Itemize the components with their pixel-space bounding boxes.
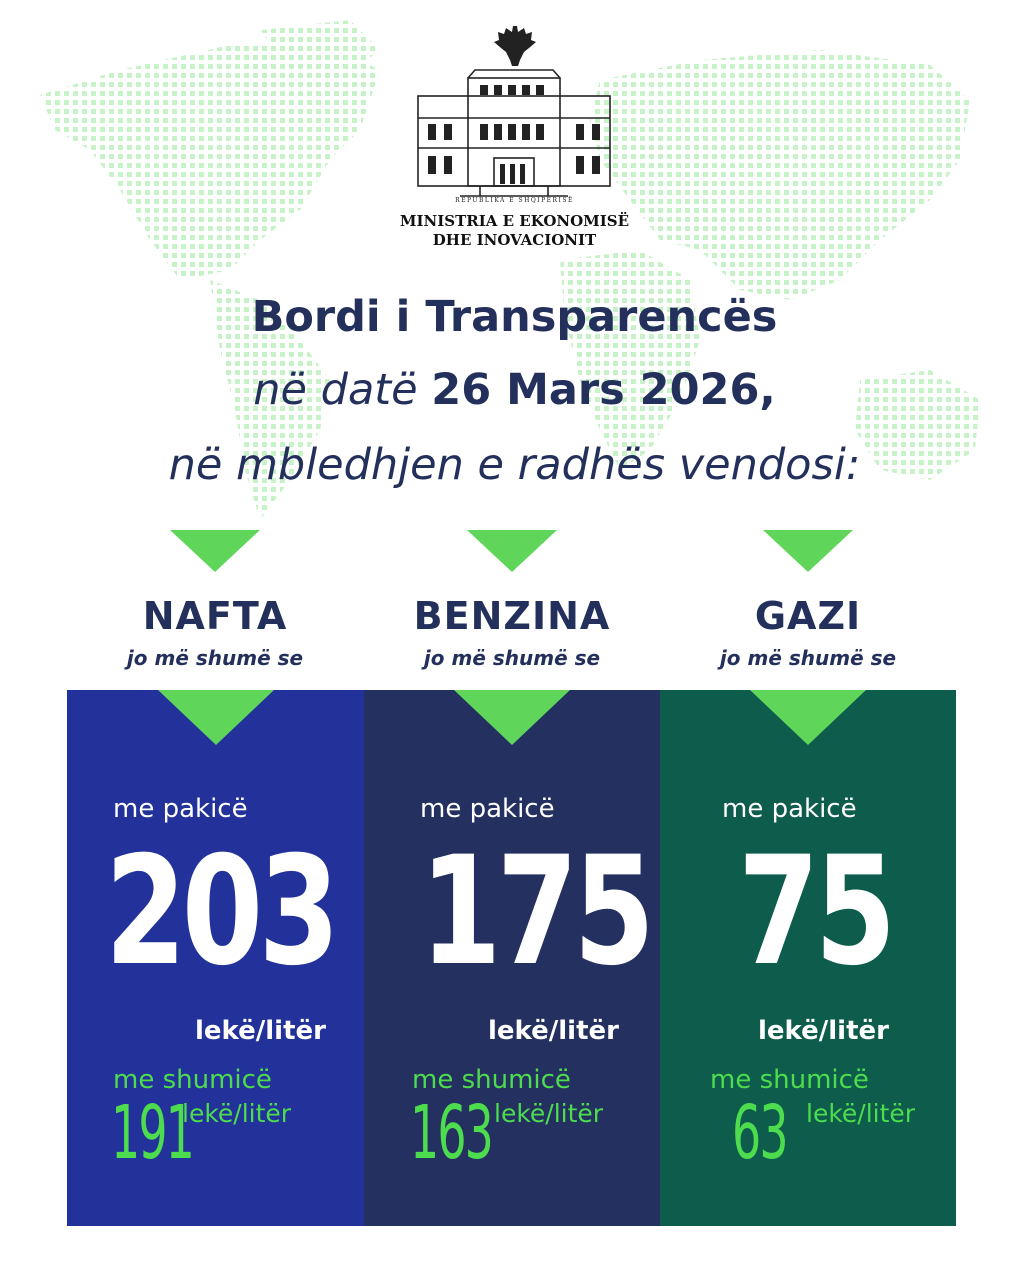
ministry-name — [0, 212, 1029, 250]
price-panel-benzina — [364, 690, 660, 1226]
retail-unit: lekë/litër — [488, 1016, 619, 1046]
fuel-subtitle: jo më shumë se — [126, 646, 304, 670]
down-arrow-icon — [763, 530, 853, 572]
headline-date-value: 26 Mars 2026, — [431, 365, 776, 415]
ministry-name-line1: MINISTRIA E EKONOMISË — [399, 212, 630, 230]
ministry-name-line2: DHE INOVACIONIT — [432, 231, 597, 249]
fuel-header-nafta — [65, 530, 365, 670]
wholesale-label: me shumicë — [412, 1065, 571, 1095]
retail-price: 75 — [738, 825, 892, 999]
wholesale-price: 163 — [410, 1090, 492, 1176]
republic-label: REPUBLIKA E SHQIPËRISË — [455, 197, 574, 204]
wholesale-unit: lekë/litër — [494, 1099, 604, 1128]
headline-date — [0, 365, 1029, 415]
fuel-name: GAZI — [754, 594, 862, 638]
fuel-name: BENZINA — [413, 594, 611, 638]
headline-decision: në mbledhjen e radhës vendosi: — [168, 440, 861, 490]
fuel-header-benzina — [362, 530, 662, 670]
retail-label: me pakicë — [420, 794, 555, 824]
down-arrow-icon — [750, 690, 866, 745]
wholesale-unit: lekë/litër — [182, 1099, 292, 1128]
fuel-subtitle: jo më shumë se — [423, 646, 601, 670]
retail-label: me pakicë — [113, 794, 248, 824]
wholesale-price: 191 — [111, 1090, 193, 1176]
down-arrow-icon — [454, 690, 570, 745]
down-arrow-icon — [467, 530, 557, 572]
wholesale-label: me shumicë — [113, 1065, 272, 1095]
headline-date-prefix: në datë — [253, 365, 418, 415]
retail-unit: lekë/litër — [758, 1016, 889, 1046]
eagle-icon — [494, 26, 536, 66]
price-panel-gazi — [660, 690, 956, 1226]
retail-price: 175 — [420, 825, 651, 999]
headline-title: Bordi i Transparencës — [251, 292, 778, 342]
down-arrow-icon — [170, 530, 260, 572]
retail-unit: lekë/litër — [195, 1016, 326, 1046]
fuel-name: NAFTA — [142, 594, 288, 638]
fuel-subtitle: jo më shumë se — [719, 646, 897, 670]
price-panel-nafta — [67, 690, 364, 1226]
fuel-header-gazi — [658, 530, 958, 670]
retail-label: me pakicë — [722, 794, 857, 824]
down-arrow-icon — [158, 690, 274, 745]
wholesale-label: me shumicë — [710, 1065, 869, 1095]
wholesale-price: 63 — [732, 1090, 787, 1176]
wholesale-unit: lekë/litër — [806, 1099, 916, 1128]
retail-price: 203 — [105, 825, 336, 999]
